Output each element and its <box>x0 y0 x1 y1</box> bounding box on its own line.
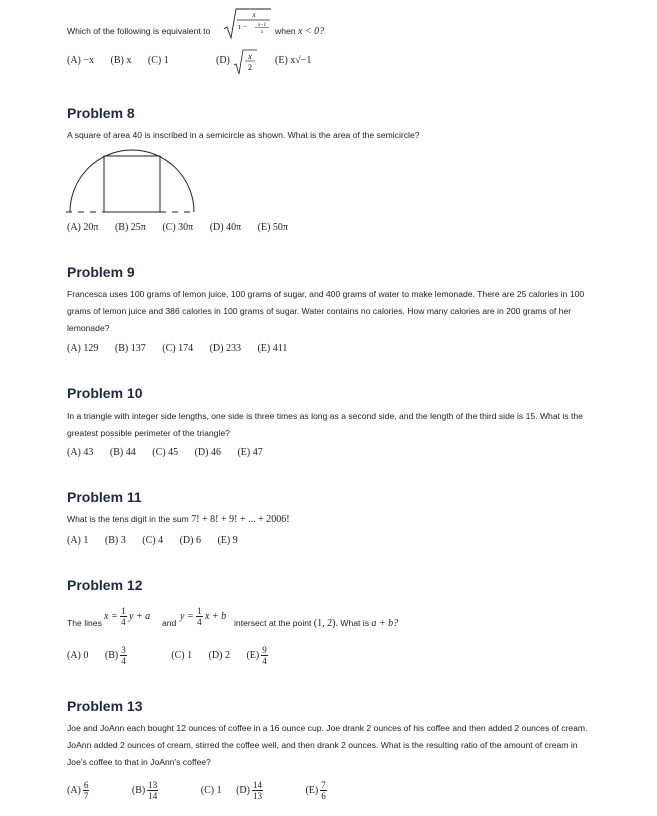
problem-9-choice-c: (C) 174 <box>162 343 194 354</box>
p13-e-num: 7 <box>321 780 326 791</box>
eq1-rest: y + a <box>128 611 151 622</box>
inscribed-square <box>104 156 160 212</box>
p13-b-den: 14 <box>148 791 158 802</box>
choice-d-radical-sign <box>234 50 257 74</box>
intro-choice-d: (D) <box>216 55 230 66</box>
radical-inner-lead: 1 − <box>238 24 247 31</box>
eq1-fraction <box>120 606 127 627</box>
problem-12-choice-b-wrap <box>104 645 155 667</box>
problem-8-choice-e: (E) 50π <box>257 222 288 233</box>
problem-12-choices <box>67 641 310 671</box>
problem-12-choice-e-fraction <box>261 645 282 666</box>
problem-11-heading: Problem 11 <box>67 489 142 505</box>
problem-13-choice-b: (B) <box>131 785 146 796</box>
intro-prefix: Which of the following is equivalent to <box>67 26 211 36</box>
intro-choice-a: (A) −x <box>67 55 95 66</box>
choice-d-den: 2 <box>248 63 252 72</box>
problem-12-intersect: intersect at the point <box>234 618 312 628</box>
intro-question <box>67 25 210 37</box>
eq1-den: 4 <box>121 617 126 628</box>
problem-12-choice-b-fraction <box>120 645 141 666</box>
problem-13-choice-e-fraction <box>320 780 341 801</box>
problem-8-choice-a: (A) 20π <box>67 222 99 233</box>
intro-choice-d-radical <box>233 48 259 76</box>
eq2-den: 4 <box>197 617 202 628</box>
problem-13-choice-d-fraction <box>252 780 277 801</box>
problem-12-choice-c: (C) 1 <box>171 650 193 661</box>
eq1-lhs: x = <box>104 611 118 622</box>
problem-10-choices <box>67 447 277 458</box>
problem-13-choice-b-wrap <box>131 780 186 802</box>
problem-8-choice-b: (B) 25π <box>114 222 146 233</box>
problem-12-choice-e: (E) <box>246 650 260 661</box>
problem-9-choices <box>67 343 301 354</box>
eq2-fraction <box>196 606 203 627</box>
problem-9-choice-b: (B) 137 <box>114 343 146 354</box>
problem-13-choice-e: (E) <box>305 785 319 796</box>
problem-12-equation-1 <box>104 604 150 629</box>
problem-10-choice-e: (E) 47 <box>237 447 263 458</box>
radical-inner-den: x <box>260 30 264 35</box>
problem-12-choice-a: (A) 0 <box>67 650 89 661</box>
problem-10-heading: Problem 10 <box>67 385 143 401</box>
problem-11-sum: 7! + 8! + 9! + ... + 2006! <box>191 514 290 525</box>
problem-12-choice-d: (D) 2 <box>208 650 230 661</box>
problem-13-choice-b-fraction <box>147 780 172 801</box>
p13-e-den: 6 <box>321 791 326 802</box>
intro-choice-e-row <box>275 55 325 66</box>
problem-13-choice-a-wrap <box>67 780 117 802</box>
problem-8-choice-d: (D) 40π <box>209 222 242 233</box>
problem-12-lines-label: The lines <box>67 618 102 628</box>
problem-13-choices <box>67 775 369 807</box>
problem-13-choice-a: (A) <box>67 785 81 796</box>
choice-d-num: x <box>248 52 252 61</box>
problem-11-text: What is the tens digit in the sum <box>67 514 189 524</box>
choice-b-den: 4 <box>121 656 126 667</box>
problem-11-choice-c: (C) 4 <box>142 535 164 546</box>
problem-11-choice-a: (A) 1 <box>67 535 89 546</box>
corner-watermark <box>621 0 657 16</box>
p13-b-num: 13 <box>148 780 158 791</box>
problem-13-text: Joe and JoAnn each bought 12 ounces of coffee in a 16 ounce cup. Joe drank 2 ounces of his coffee and then added 2 ounces of cream. JoAnn added 2 ounces of cream, stirred the coffee well, and then drank 2 ounces. What is the resulting ratio of the amount of cream in Joe's coffee to that in JoAnn's coffee? <box>67 723 588 767</box>
problem-13-choice-e-wrap <box>305 780 354 802</box>
intro-choice-b: (B) x <box>110 55 132 66</box>
problem-11-choice-b: (B) 3 <box>104 535 126 546</box>
choice-e-den: 4 <box>262 656 267 667</box>
problem-8-heading: Problem 8 <box>67 105 135 121</box>
problem-10-choice-b: (B) 44 <box>109 447 136 458</box>
p13-d-den: 13 <box>252 791 262 802</box>
problem-13-choice-d: (D) <box>236 785 250 796</box>
choice-e-num: 9 <box>262 645 267 656</box>
problem-8-text: A square of area 40 is inscribed in a semicircle as shown. What is the area of the semicircle? <box>67 130 420 140</box>
problem-12-intersect-row <box>234 617 398 630</box>
problem-11-choices <box>67 535 252 546</box>
eq2-num: 1 <box>197 606 202 617</box>
problem-12-question: What is <box>340 618 369 628</box>
problem-10-choice-a: (A) 43 <box>67 447 94 458</box>
radical-expression <box>222 5 272 41</box>
problem-12-point: (1, 2). <box>313 618 338 629</box>
radical-inner-num: x−1 <box>257 23 267 28</box>
intro-condition: x < 0? <box>297 26 325 37</box>
semicircle-arc <box>70 150 194 212</box>
problem-12-heading: Problem 12 <box>67 577 143 593</box>
problem-8-choice-c: (C) 30π <box>162 222 194 233</box>
problem-13-choice-c: (C) 1 <box>200 785 222 796</box>
problem-10-choice-d: (D) 46 <box>194 447 221 458</box>
p13-d-num: 14 <box>252 780 262 791</box>
eq1-num: 1 <box>121 606 126 617</box>
problem-13-choice-a-fraction <box>83 780 104 801</box>
eq2-lhs: y = <box>180 611 194 622</box>
problem-9-text: Francesca uses 100 grams of lemon juice, 100 grams of sugar, and 400 grams of water to make lemonade. There are 25 calories in 100 grams of lemon juice and 386 calories in 100 grams of sugar. Water contains no calories. How many calories are in 200 grams of her lemonade? <box>67 289 585 333</box>
problem-12-choice-b: (B) <box>104 650 119 661</box>
problem-11-text-row <box>67 513 290 526</box>
radical-numerator: x <box>252 11 256 19</box>
problem-12-equation-2 <box>180 604 226 629</box>
problem-10-text: In a triangle with integer side lengths, one side is three times as long as a second side, and the length of the third side is 15. What is the greatest possible perimeter of the triangle? <box>67 411 583 438</box>
problem-10-choice-c: (C) 45 <box>152 447 179 458</box>
intro-choice-e: (E) x√−1 <box>275 55 312 66</box>
problem-9-heading: Problem 9 <box>67 264 135 280</box>
problem-12-choice-e-wrap <box>246 645 295 667</box>
semicircle-figure <box>62 148 202 216</box>
problem-13-heading: Problem 13 <box>67 698 143 714</box>
problem-9-choice-d: (D) 233 <box>209 343 241 354</box>
choice-b-num: 3 <box>121 645 126 656</box>
problem-11-choice-e: (E) 9 <box>217 535 238 546</box>
p13-a-num: 6 <box>83 780 89 791</box>
intro-suffix: when <box>275 26 296 36</box>
problem-8-choices <box>67 222 302 233</box>
problem-12-and: and <box>162 618 177 628</box>
problem-9-choice-e: (E) 411 <box>257 343 288 354</box>
intro-suffix-row <box>275 25 324 38</box>
intro-choice-c: (C) 1 <box>147 55 169 66</box>
problem-12-target: a + b? <box>371 618 399 629</box>
intro-choices <box>67 55 183 66</box>
problem-11-choice-d: (D) 6 <box>179 535 201 546</box>
p13-a-den: 7 <box>83 791 89 802</box>
problem-13-choice-d-wrap <box>236 780 291 802</box>
problem-9-choice-a: (A) 129 <box>67 343 99 354</box>
eq2-rest: x + b <box>204 611 227 622</box>
